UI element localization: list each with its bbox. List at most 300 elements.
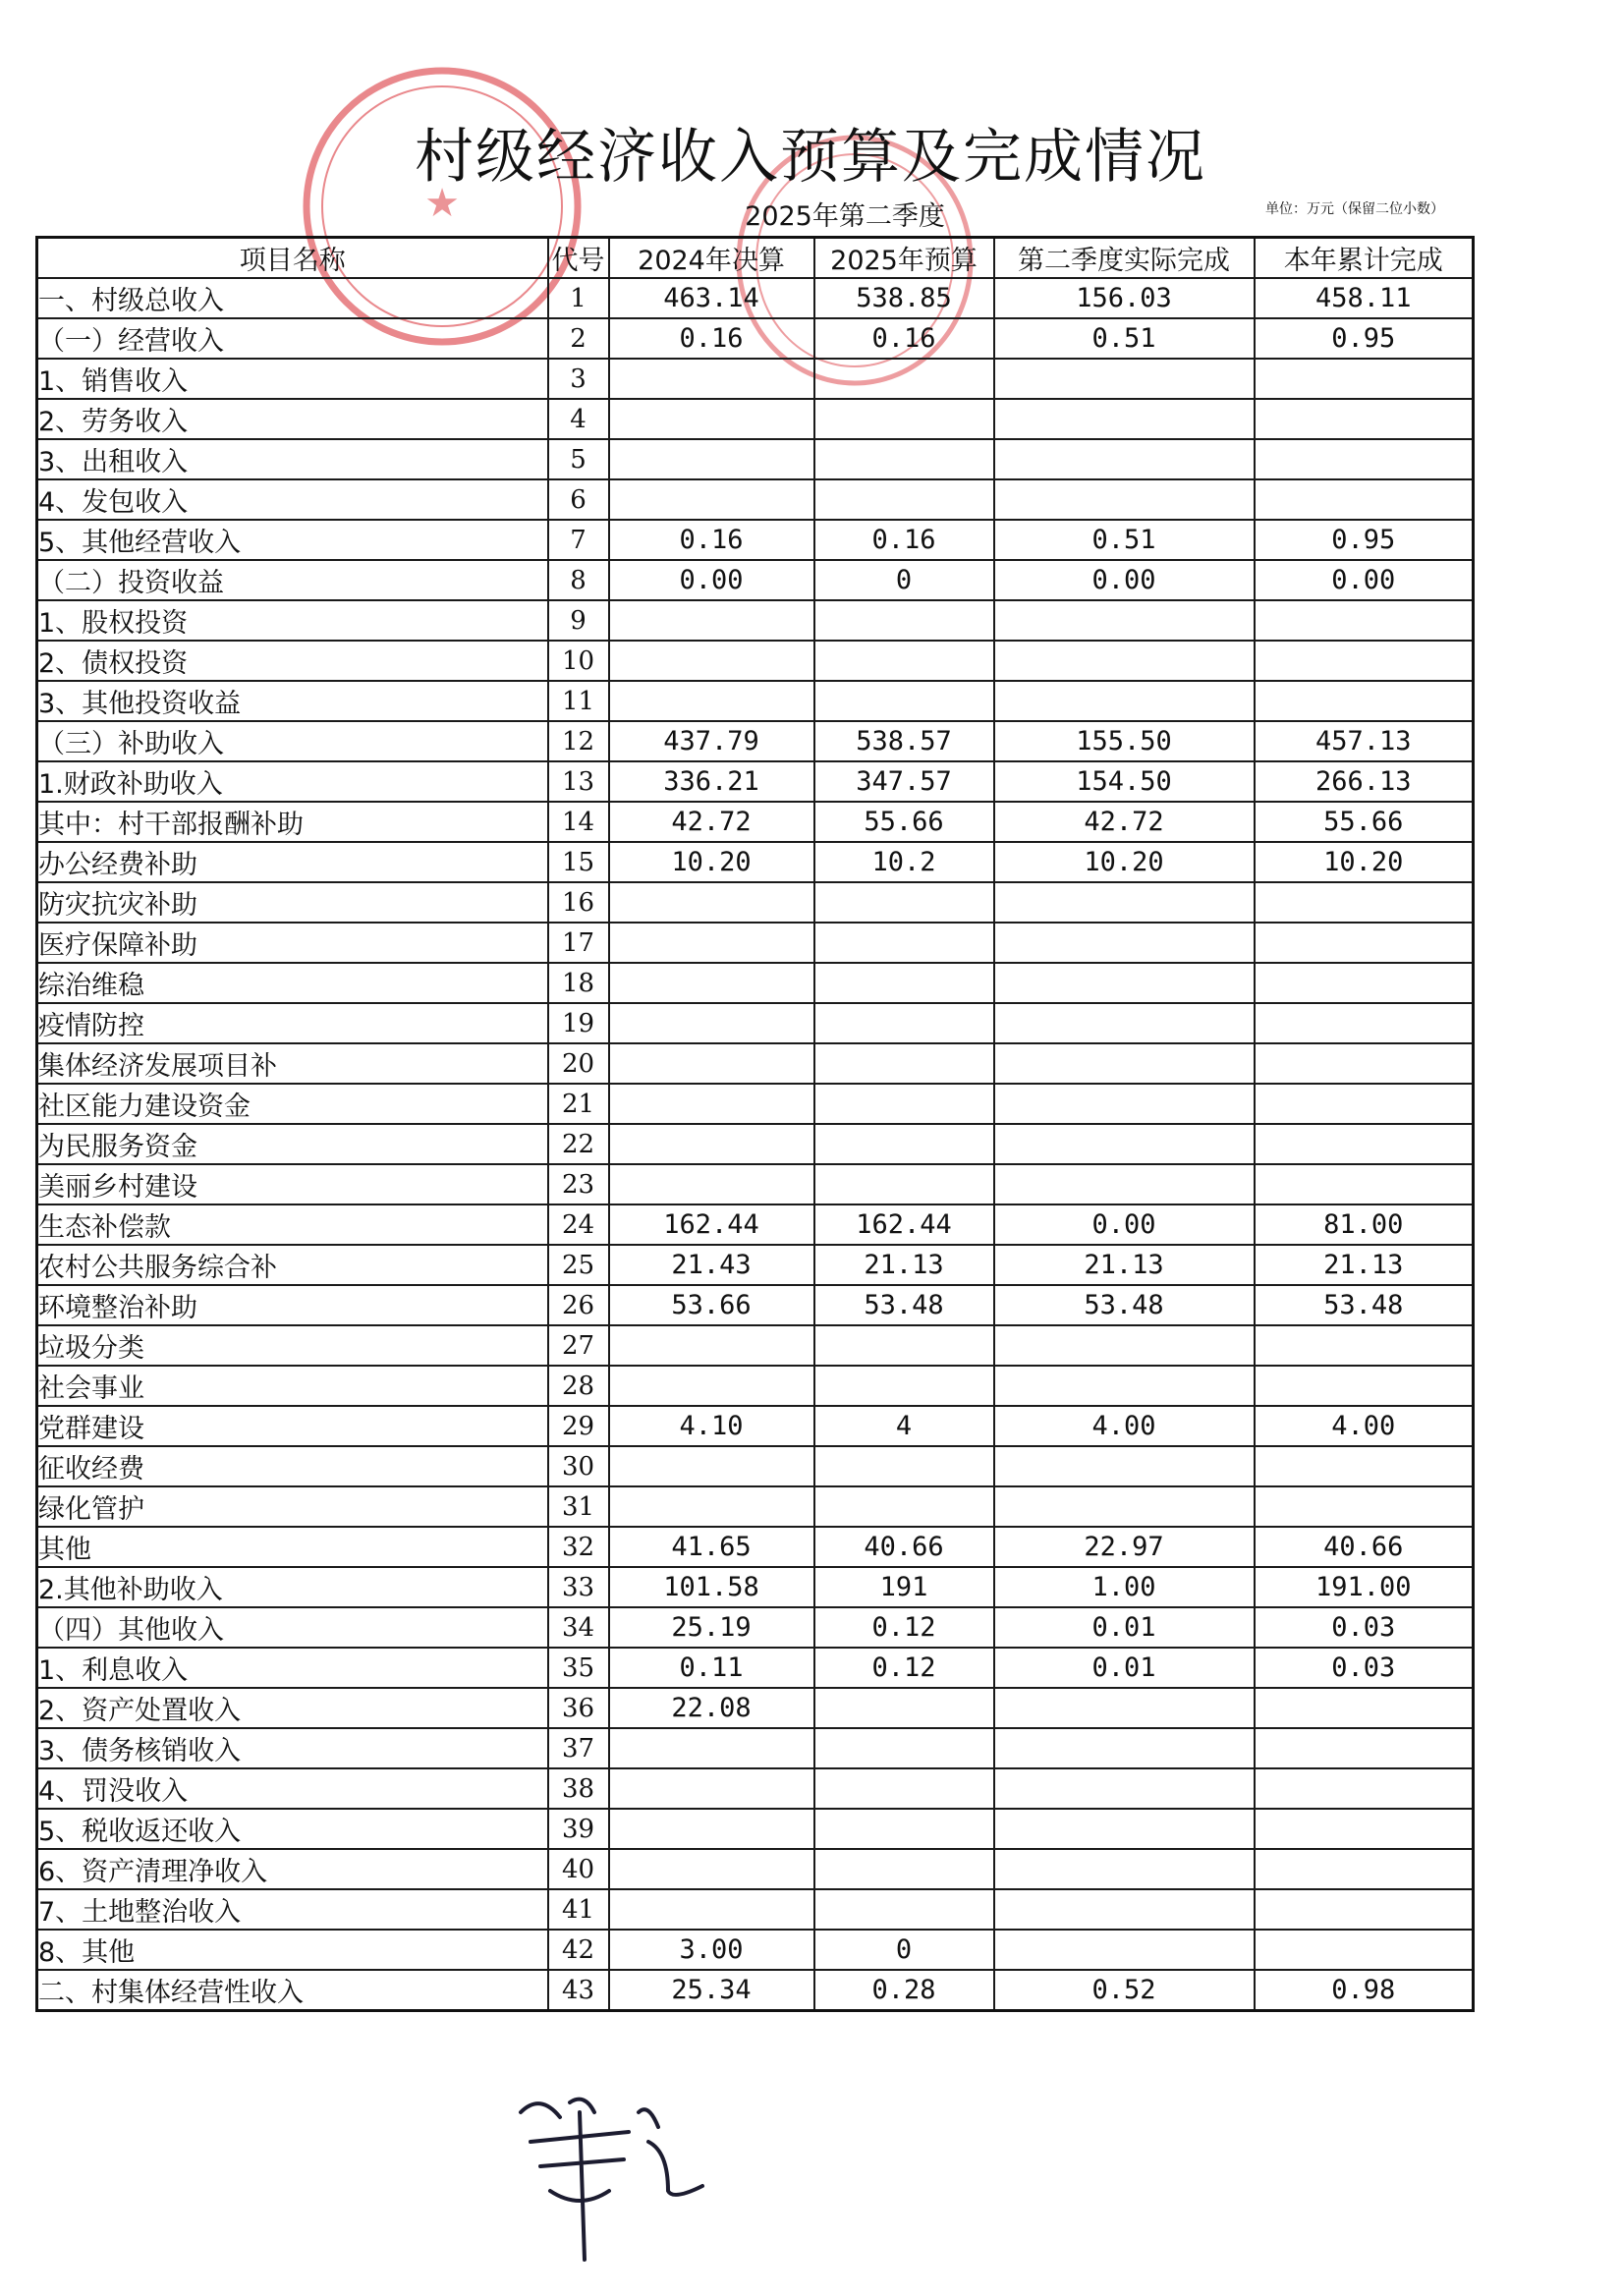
row-2025-budget: 0.12 bbox=[814, 1607, 994, 1648]
row-2025-budget bbox=[814, 1325, 994, 1366]
row-2025-budget bbox=[814, 1486, 994, 1527]
table-row bbox=[37, 1728, 1474, 1768]
row-code: 36 bbox=[548, 1688, 609, 1728]
table-row bbox=[37, 963, 1474, 1003]
row-code: 7 bbox=[548, 520, 609, 560]
table-row bbox=[37, 923, 1474, 963]
row-ytd-actual bbox=[1255, 963, 1474, 1003]
row-code: 20 bbox=[548, 1043, 609, 1084]
row-q2-actual bbox=[994, 882, 1255, 923]
row-2025-budget bbox=[814, 1809, 994, 1849]
row-code: 18 bbox=[548, 963, 609, 1003]
row-ytd-actual: 0.95 bbox=[1255, 318, 1474, 359]
table-row bbox=[37, 1164, 1474, 1204]
row-2025-budget bbox=[814, 1003, 994, 1043]
row-item-name: 5、税收返还收入 bbox=[37, 1809, 548, 1849]
row-2024-final bbox=[609, 641, 814, 681]
row-ytd-actual bbox=[1255, 1768, 1474, 1809]
row-2024-final bbox=[609, 1043, 814, 1084]
table-row bbox=[37, 1204, 1474, 1245]
row-item-name: 生态补偿款 bbox=[37, 1204, 548, 1245]
row-2024-final bbox=[609, 1164, 814, 1204]
row-ytd-actual: 0.03 bbox=[1255, 1648, 1474, 1688]
row-q2-actual bbox=[994, 1164, 1255, 1204]
table-row bbox=[37, 600, 1474, 641]
row-ytd-actual bbox=[1255, 1809, 1474, 1849]
row-code: 22 bbox=[548, 1124, 609, 1164]
row-code: 37 bbox=[548, 1728, 609, 1768]
table-row bbox=[37, 1527, 1474, 1567]
row-2024-final: 3.00 bbox=[609, 1930, 814, 1970]
row-q2-actual bbox=[994, 1366, 1255, 1406]
header-q2-actual: 第二季度实际完成 bbox=[994, 238, 1255, 279]
document-title: 村级经济收入预算及完成情况 bbox=[415, 123, 1206, 192]
row-item-name: 2、资产处置收入 bbox=[37, 1688, 548, 1728]
row-ytd-actual bbox=[1255, 1849, 1474, 1889]
row-ytd-actual bbox=[1255, 1043, 1474, 1084]
row-ytd-actual: 457.13 bbox=[1255, 721, 1474, 761]
row-ytd-actual bbox=[1255, 882, 1474, 923]
row-code: 38 bbox=[548, 1768, 609, 1809]
table-row bbox=[37, 278, 1474, 318]
row-item-name: （二）投资收益 bbox=[37, 560, 548, 600]
row-2025-budget bbox=[814, 1728, 994, 1768]
table-row bbox=[37, 520, 1474, 560]
row-item-name: 5、其他经营收入 bbox=[37, 520, 548, 560]
row-2024-final bbox=[609, 681, 814, 721]
row-ytd-actual bbox=[1255, 1930, 1474, 1970]
row-item-name: 1.财政补助收入 bbox=[37, 761, 548, 802]
row-q2-actual: 0.51 bbox=[994, 520, 1255, 560]
row-2025-budget bbox=[814, 641, 994, 681]
row-2025-budget bbox=[814, 1849, 994, 1889]
row-ytd-actual bbox=[1255, 1003, 1474, 1043]
row-ytd-actual: 0.03 bbox=[1255, 1607, 1474, 1648]
row-code: 33 bbox=[548, 1567, 609, 1607]
row-item-name: 社会事业 bbox=[37, 1366, 548, 1406]
row-2025-budget bbox=[814, 1164, 994, 1204]
row-2024-final: 42.72 bbox=[609, 802, 814, 842]
row-2024-final bbox=[609, 1849, 814, 1889]
row-item-name: 8、其他 bbox=[37, 1930, 548, 1970]
row-2025-budget: 538.57 bbox=[814, 721, 994, 761]
unit-note: 单位：万元（保留二位小数） bbox=[1265, 201, 1444, 217]
row-code: 9 bbox=[548, 600, 609, 641]
row-code: 16 bbox=[548, 882, 609, 923]
row-2025-budget: 162.44 bbox=[814, 1204, 994, 1245]
row-item-name: 4、罚没收入 bbox=[37, 1768, 548, 1809]
row-code: 4 bbox=[548, 399, 609, 439]
row-q2-actual: 155.50 bbox=[994, 721, 1255, 761]
row-2024-final: 162.44 bbox=[609, 1204, 814, 1245]
row-ytd-actual: 53.48 bbox=[1255, 1285, 1474, 1325]
row-ytd-actual bbox=[1255, 1688, 1474, 1728]
row-2024-final bbox=[609, 399, 814, 439]
row-2025-budget bbox=[814, 1366, 994, 1406]
row-code: 27 bbox=[548, 1325, 609, 1366]
row-q2-actual: 0.01 bbox=[994, 1607, 1255, 1648]
row-2025-budget bbox=[814, 923, 994, 963]
row-item-name: 办公经费补助 bbox=[37, 842, 548, 882]
row-code: 29 bbox=[548, 1406, 609, 1446]
row-2024-final: 21.43 bbox=[609, 1245, 814, 1285]
row-q2-actual bbox=[994, 963, 1255, 1003]
row-item-name: 防灾抗灾补助 bbox=[37, 882, 548, 923]
row-q2-actual bbox=[994, 1325, 1255, 1366]
row-q2-actual bbox=[994, 1003, 1255, 1043]
table-row bbox=[37, 1970, 1474, 2011]
table-row bbox=[37, 1688, 1474, 1728]
table-row bbox=[37, 1567, 1474, 1607]
row-ytd-actual: 191.00 bbox=[1255, 1567, 1474, 1607]
row-item-name: 其他 bbox=[37, 1527, 548, 1567]
row-ytd-actual bbox=[1255, 641, 1474, 681]
table-row bbox=[37, 1768, 1474, 1809]
row-q2-actual bbox=[994, 359, 1255, 399]
row-q2-actual bbox=[994, 600, 1255, 641]
row-2024-final bbox=[609, 479, 814, 520]
row-2024-final bbox=[609, 1768, 814, 1809]
header-2024-final: 2024年决算 bbox=[609, 238, 814, 279]
row-q2-actual bbox=[994, 923, 1255, 963]
row-q2-actual: 1.00 bbox=[994, 1567, 1255, 1607]
row-2024-final: 0.00 bbox=[609, 560, 814, 600]
row-ytd-actual: 0.00 bbox=[1255, 560, 1474, 600]
row-q2-actual bbox=[994, 439, 1255, 479]
row-code: 21 bbox=[548, 1084, 609, 1124]
row-code: 31 bbox=[548, 1486, 609, 1527]
row-ytd-actual: 81.00 bbox=[1255, 1204, 1474, 1245]
row-q2-actual: 4.00 bbox=[994, 1406, 1255, 1446]
row-ytd-actual: 10.20 bbox=[1255, 842, 1474, 882]
row-2025-budget bbox=[814, 399, 994, 439]
table-row bbox=[37, 399, 1474, 439]
table-row bbox=[37, 721, 1474, 761]
row-2025-budget: 21.13 bbox=[814, 1245, 994, 1285]
row-2025-budget: 53.48 bbox=[814, 1285, 994, 1325]
row-q2-actual: 154.50 bbox=[994, 761, 1255, 802]
row-2024-final bbox=[609, 882, 814, 923]
row-item-name: 2、债权投资 bbox=[37, 641, 548, 681]
row-q2-actual: 0.01 bbox=[994, 1648, 1255, 1688]
row-2025-budget bbox=[814, 963, 994, 1003]
row-code: 43 bbox=[548, 1970, 609, 2011]
row-item-name: 社区能力建设资金 bbox=[37, 1084, 548, 1124]
header-2025-budget: 2025年预算 bbox=[814, 238, 994, 279]
row-2024-final bbox=[609, 923, 814, 963]
row-2025-budget: 0.16 bbox=[814, 520, 994, 560]
row-item-name: 党群建设 bbox=[37, 1406, 548, 1446]
row-item-name: 征收经费 bbox=[37, 1446, 548, 1486]
row-ytd-actual bbox=[1255, 1889, 1474, 1930]
header-ytd-actual: 本年累计完成 bbox=[1255, 238, 1474, 279]
row-q2-actual bbox=[994, 1084, 1255, 1124]
row-item-name: 1、销售收入 bbox=[37, 359, 548, 399]
table-row bbox=[37, 1325, 1474, 1366]
row-ytd-actual: 21.13 bbox=[1255, 1245, 1474, 1285]
row-q2-actual: 22.97 bbox=[994, 1527, 1255, 1567]
row-ytd-actual bbox=[1255, 1164, 1474, 1204]
row-ytd-actual bbox=[1255, 1366, 1474, 1406]
row-2025-budget bbox=[814, 600, 994, 641]
row-2024-final: 10.20 bbox=[609, 842, 814, 882]
row-q2-actual bbox=[994, 1930, 1255, 1970]
row-q2-actual bbox=[994, 1124, 1255, 1164]
row-ytd-actual: 0.98 bbox=[1255, 1970, 1474, 2011]
row-2024-final: 25.19 bbox=[609, 1607, 814, 1648]
row-q2-actual bbox=[994, 1809, 1255, 1849]
row-code: 42 bbox=[548, 1930, 609, 1970]
table-header-row bbox=[37, 238, 1474, 279]
row-code: 34 bbox=[548, 1607, 609, 1648]
row-ytd-actual bbox=[1255, 1446, 1474, 1486]
row-q2-actual: 42.72 bbox=[994, 802, 1255, 842]
row-2024-final: 0.11 bbox=[609, 1648, 814, 1688]
row-code: 15 bbox=[548, 842, 609, 882]
row-q2-actual bbox=[994, 1043, 1255, 1084]
table-row bbox=[37, 1889, 1474, 1930]
table-row bbox=[37, 560, 1474, 600]
row-item-name: （三）补助收入 bbox=[37, 721, 548, 761]
table-row bbox=[37, 1084, 1474, 1124]
row-ytd-actual: 4.00 bbox=[1255, 1406, 1474, 1446]
row-item-name: 垃圾分类 bbox=[37, 1325, 548, 1366]
row-2025-budget bbox=[814, 1043, 994, 1084]
row-item-name: 1、股权投资 bbox=[37, 600, 548, 641]
table-row bbox=[37, 479, 1474, 520]
row-2024-final: 22.08 bbox=[609, 1688, 814, 1728]
row-q2-actual bbox=[994, 681, 1255, 721]
row-ytd-actual bbox=[1255, 1728, 1474, 1768]
row-2024-final: 25.34 bbox=[609, 1970, 814, 2011]
row-code: 14 bbox=[548, 802, 609, 842]
row-ytd-actual bbox=[1255, 1124, 1474, 1164]
row-ytd-actual bbox=[1255, 479, 1474, 520]
row-code: 12 bbox=[548, 721, 609, 761]
row-ytd-actual bbox=[1255, 1486, 1474, 1527]
row-2024-final bbox=[609, 1124, 814, 1164]
row-item-name: 2、劳务收入 bbox=[37, 399, 548, 439]
row-2025-budget bbox=[814, 681, 994, 721]
row-q2-actual: 0.00 bbox=[994, 1204, 1255, 1245]
header-code: 代号 bbox=[548, 238, 609, 279]
row-code: 35 bbox=[548, 1648, 609, 1688]
row-item-name: 3、出租收入 bbox=[37, 439, 548, 479]
row-2025-budget: 0.12 bbox=[814, 1648, 994, 1688]
row-2025-budget: 10.2 bbox=[814, 842, 994, 882]
table-row bbox=[37, 842, 1474, 882]
row-item-name: 集体经济发展项目补 bbox=[37, 1043, 548, 1084]
table-row bbox=[37, 641, 1474, 681]
table-row bbox=[37, 1849, 1474, 1889]
row-2025-budget: 347.57 bbox=[814, 761, 994, 802]
svg-text:★: ★ bbox=[424, 181, 460, 226]
row-2024-final: 463.14 bbox=[609, 278, 814, 318]
row-2024-final bbox=[609, 1486, 814, 1527]
row-code: 6 bbox=[548, 479, 609, 520]
row-code: 8 bbox=[548, 560, 609, 600]
row-item-name: 二、村集体经营性收入 bbox=[37, 1970, 548, 2011]
table-row bbox=[37, 1809, 1474, 1849]
row-ytd-actual bbox=[1255, 439, 1474, 479]
row-q2-actual: 156.03 bbox=[994, 278, 1255, 318]
row-ytd-actual: 0.95 bbox=[1255, 520, 1474, 560]
row-item-name: 3、债务核销收入 bbox=[37, 1728, 548, 1768]
row-2024-final bbox=[609, 963, 814, 1003]
table-row bbox=[37, 761, 1474, 802]
row-code: 30 bbox=[548, 1446, 609, 1486]
row-code: 3 bbox=[548, 359, 609, 399]
row-q2-actual bbox=[994, 1728, 1255, 1768]
row-item-name: （一）经营收入 bbox=[37, 318, 548, 359]
row-ytd-actual: 266.13 bbox=[1255, 761, 1474, 802]
row-2024-final bbox=[609, 600, 814, 641]
row-q2-actual: 10.20 bbox=[994, 842, 1255, 882]
row-2025-budget bbox=[814, 359, 994, 399]
row-ytd-actual: 458.11 bbox=[1255, 278, 1474, 318]
row-q2-actual: 53.48 bbox=[994, 1285, 1255, 1325]
row-2025-budget bbox=[814, 1768, 994, 1809]
row-2025-budget: 0.16 bbox=[814, 318, 994, 359]
row-q2-actual bbox=[994, 479, 1255, 520]
row-ytd-actual bbox=[1255, 359, 1474, 399]
row-code: 17 bbox=[548, 923, 609, 963]
row-code: 41 bbox=[548, 1889, 609, 1930]
row-item-name: 一、村级总收入 bbox=[37, 278, 548, 318]
row-item-name: 综治维稳 bbox=[37, 963, 548, 1003]
table-row bbox=[37, 318, 1474, 359]
row-2024-final: 53.66 bbox=[609, 1285, 814, 1325]
row-code: 32 bbox=[548, 1527, 609, 1567]
row-2025-budget: 0 bbox=[814, 560, 994, 600]
table-row bbox=[37, 1607, 1474, 1648]
row-2024-final: 336.21 bbox=[609, 761, 814, 802]
row-code: 5 bbox=[548, 439, 609, 479]
row-q2-actual: 0.00 bbox=[994, 560, 1255, 600]
row-2025-budget: 0 bbox=[814, 1930, 994, 1970]
row-2025-budget bbox=[814, 1084, 994, 1124]
row-2025-budget bbox=[814, 1446, 994, 1486]
row-item-name: 3、其他投资收益 bbox=[37, 681, 548, 721]
row-2025-budget: 4 bbox=[814, 1406, 994, 1446]
row-2025-budget: 538.85 bbox=[814, 278, 994, 318]
row-ytd-actual bbox=[1255, 1325, 1474, 1366]
row-2024-final bbox=[609, 1366, 814, 1406]
row-ytd-actual: 55.66 bbox=[1255, 802, 1474, 842]
table-row bbox=[37, 1285, 1474, 1325]
row-2024-final bbox=[609, 359, 814, 399]
row-2024-final bbox=[609, 439, 814, 479]
row-2024-final bbox=[609, 1003, 814, 1043]
row-q2-actual: 0.51 bbox=[994, 318, 1255, 359]
row-q2-actual bbox=[994, 1486, 1255, 1527]
row-item-name: 环境整治补助 bbox=[37, 1285, 548, 1325]
row-q2-actual bbox=[994, 1768, 1255, 1809]
row-2025-budget bbox=[814, 1124, 994, 1164]
row-code: 23 bbox=[548, 1164, 609, 1204]
table-row bbox=[37, 1366, 1474, 1406]
row-2024-final bbox=[609, 1446, 814, 1486]
row-code: 1 bbox=[548, 278, 609, 318]
table-row bbox=[37, 882, 1474, 923]
row-2024-final bbox=[609, 1809, 814, 1849]
table-row bbox=[37, 681, 1474, 721]
table-row bbox=[37, 1124, 1474, 1164]
row-2024-final bbox=[609, 1728, 814, 1768]
table-body bbox=[37, 278, 1474, 2011]
row-2024-final: 41.65 bbox=[609, 1527, 814, 1567]
row-code: 13 bbox=[548, 761, 609, 802]
row-q2-actual bbox=[994, 399, 1255, 439]
table-row bbox=[37, 1486, 1474, 1527]
table-row bbox=[37, 1930, 1474, 1970]
row-ytd-actual bbox=[1255, 923, 1474, 963]
row-2025-budget bbox=[814, 882, 994, 923]
row-2024-final: 0.16 bbox=[609, 520, 814, 560]
table-row bbox=[37, 1406, 1474, 1446]
row-code: 19 bbox=[548, 1003, 609, 1043]
handwritten-signature-icon bbox=[501, 2073, 717, 2269]
row-item-name: 为民服务资金 bbox=[37, 1124, 548, 1164]
table-row bbox=[37, 1245, 1474, 1285]
row-q2-actual bbox=[994, 1889, 1255, 1930]
row-code: 25 bbox=[548, 1245, 609, 1285]
row-code: 24 bbox=[548, 1204, 609, 1245]
row-q2-actual bbox=[994, 1446, 1255, 1486]
row-ytd-actual bbox=[1255, 681, 1474, 721]
row-item-name: 绿化管护 bbox=[37, 1486, 548, 1527]
row-2025-budget: 40.66 bbox=[814, 1527, 994, 1567]
row-2024-final bbox=[609, 1325, 814, 1366]
table-row bbox=[37, 1446, 1474, 1486]
table-row bbox=[37, 802, 1474, 842]
row-2024-final bbox=[609, 1084, 814, 1124]
row-item-name: 7、土地整治收入 bbox=[37, 1889, 548, 1930]
row-item-name: 农村公共服务综合补 bbox=[37, 1245, 548, 1285]
row-code: 28 bbox=[548, 1366, 609, 1406]
row-item-name: （四）其他收入 bbox=[37, 1607, 548, 1648]
row-code: 39 bbox=[548, 1809, 609, 1849]
row-2024-final: 437.79 bbox=[609, 721, 814, 761]
row-2024-final: 0.16 bbox=[609, 318, 814, 359]
row-q2-actual bbox=[994, 641, 1255, 681]
row-code: 40 bbox=[548, 1849, 609, 1889]
row-2024-final: 4.10 bbox=[609, 1406, 814, 1446]
row-item-name: 医疗保障补助 bbox=[37, 923, 548, 963]
row-q2-actual bbox=[994, 1688, 1255, 1728]
income-table bbox=[35, 236, 1475, 2012]
row-item-name: 6、资产清理净收入 bbox=[37, 1849, 548, 1889]
row-2024-final bbox=[609, 1889, 814, 1930]
table-row bbox=[37, 1003, 1474, 1043]
row-q2-actual: 0.52 bbox=[994, 1970, 1255, 2011]
row-2025-budget: 191 bbox=[814, 1567, 994, 1607]
row-item-name: 1、利息收入 bbox=[37, 1648, 548, 1688]
row-code: 26 bbox=[548, 1285, 609, 1325]
row-ytd-actual bbox=[1255, 1084, 1474, 1124]
reporting-period: 2025年第二季度 bbox=[745, 201, 945, 232]
row-2024-final: 101.58 bbox=[609, 1567, 814, 1607]
row-item-name: 4、发包收入 bbox=[37, 479, 548, 520]
row-code: 2 bbox=[548, 318, 609, 359]
row-code: 10 bbox=[548, 641, 609, 681]
table-row bbox=[37, 359, 1474, 399]
row-2025-budget bbox=[814, 479, 994, 520]
row-q2-actual bbox=[994, 1849, 1255, 1889]
row-code: 11 bbox=[548, 681, 609, 721]
row-2025-budget: 55.66 bbox=[814, 802, 994, 842]
header-item-name: 项目名称 bbox=[37, 238, 548, 279]
